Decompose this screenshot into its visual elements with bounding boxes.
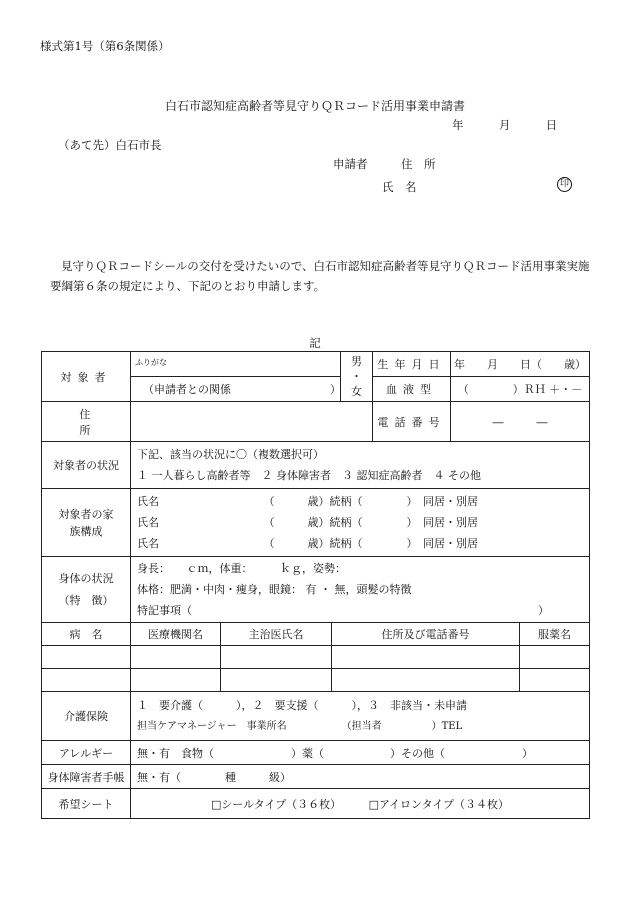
status-cell[interactable]	[131, 442, 590, 489]
col-medicine: 服薬名	[520, 623, 590, 646]
col-hospital: 医療機関名	[131, 623, 221, 646]
body-label-sub: （特 徴）	[58, 593, 114, 607]
blood-label: 血液型	[373, 377, 451, 402]
applicant-label: 申請者	[333, 157, 368, 171]
phone-value[interactable]: ― ―	[451, 402, 590, 442]
disability-label: 身体障害者手帳	[42, 765, 131, 789]
allergy-value[interactable]: 無・有 食物（ ）薬（ ）その他（ ）	[131, 741, 590, 765]
body-build[interactable]: 体格：肥満・中肉・痩身，眼鏡： 有 ・ 無，頭髪の特徴	[137, 583, 412, 596]
disease-label: 病 名	[42, 623, 131, 646]
allergy-label: アレルギー	[42, 741, 131, 765]
hospital-cell[interactable]	[131, 646, 221, 669]
care-level[interactable]: １ 要介護（ ），２ 要支援（ ），３ 非該当・未申請	[137, 699, 467, 712]
application-table	[41, 351, 590, 819]
body-label-text: 身体の状況	[58, 571, 114, 585]
family-label	[42, 489, 131, 557]
subject-name-cell[interactable]	[131, 352, 341, 377]
sex-dot: ・	[351, 370, 363, 383]
family-row[interactable]: 氏名 （ 歳）続柄（ ） 同居・別居	[137, 516, 478, 529]
date-month: 月	[498, 118, 511, 132]
date-year: 年	[452, 118, 464, 132]
sex-cell[interactable]	[341, 352, 373, 402]
care-manager[interactable]: 担当ケアマネージャー 事業所名 （担当者 ）TEL	[137, 721, 463, 732]
doctor-cell[interactable]	[221, 669, 332, 692]
status-label: 対象者の状況	[42, 442, 131, 489]
disease-cell[interactable]	[42, 646, 131, 669]
family-label-text: 対象者の家族構成	[58, 507, 114, 538]
disability-value[interactable]: 無・有（ 種 級）	[131, 765, 590, 789]
form-number: 様式第1号（第6条関係）	[40, 39, 170, 53]
address-phone-cell[interactable]	[332, 669, 520, 692]
family-row[interactable]: 氏名 （ 歳）続柄（ ） 同居・別居	[137, 495, 478, 508]
seal-mark: 印	[557, 177, 572, 192]
care-cell[interactable]	[131, 692, 590, 741]
hospital-cell[interactable]	[131, 669, 221, 692]
doctor-cell[interactable]	[221, 646, 332, 669]
subject-label: 対象者	[42, 352, 131, 402]
address-phone-cell[interactable]	[332, 646, 520, 669]
body-cell[interactable]	[131, 557, 590, 623]
furigana-label: ふりがな	[135, 358, 167, 367]
body-label	[42, 557, 131, 623]
sex-male: 男	[351, 355, 363, 368]
body-notes-label: 特記事項（	[137, 604, 192, 617]
birth-label: 生年月日	[373, 352, 451, 377]
relation-cell[interactable]: （申請者との関係 ）	[131, 377, 341, 402]
date-day: 日	[545, 118, 558, 132]
addressee: （あて先）白石市長	[58, 138, 162, 152]
col-doctor: 主治医氏名	[221, 623, 332, 646]
phone-label: 電話番号	[373, 402, 451, 442]
body-notes-close: ）	[538, 604, 550, 617]
sticker-label: 希望シート	[42, 789, 131, 819]
family-cell[interactable]	[131, 489, 590, 557]
disease-cell[interactable]	[42, 669, 131, 692]
applicant-name-label: 氏 名	[382, 180, 417, 194]
body-measurements[interactable]: 身長： ｃｍ，体重： ｋｇ，姿勢：	[137, 562, 346, 575]
sticker-options[interactable]: □シールタイプ（３６枚） □アイロンタイプ（３４枚）	[131, 789, 590, 819]
birth-value[interactable]: 年 月 日（ 歳）	[451, 352, 590, 377]
address-value[interactable]	[131, 402, 373, 442]
date-line	[452, 117, 557, 133]
care-label: 介護保険	[42, 692, 131, 741]
sex-female: 女	[351, 385, 363, 398]
status-instruction: 下記、該当の状況に〇（複数選択可）	[137, 448, 324, 461]
medicine-cell[interactable]	[520, 669, 590, 692]
request-paragraph: 見守りＱＲコードシールの交付を受けたいので、白石市認知症高齢者等見守りＱＲコード活用事業実施要綱第６条の規定により、下記のとおり申請します。	[50, 259, 590, 293]
family-row[interactable]: 氏名 （ 歳）続柄（ ） 同居・別居	[137, 537, 478, 550]
blood-value[interactable]: （ ）ＲＨ ＋・－	[451, 377, 590, 402]
body-notes[interactable]	[137, 600, 589, 621]
address-label: 住 所	[42, 402, 131, 442]
page-title: 白石市認知症高齢者等見守りＱＲコード活用事業申請書	[164, 99, 465, 113]
ki-heading: 記	[309, 336, 321, 350]
medicine-cell[interactable]	[520, 646, 590, 669]
status-options[interactable]: １ 一人暮らし高齢者等 ２ 身体障害者 ３ 認知症高齢者 ４ その他	[137, 469, 481, 482]
col-address-phone: 住所及び電話番号	[332, 623, 520, 646]
applicant-address-label: 住 所	[401, 157, 436, 171]
